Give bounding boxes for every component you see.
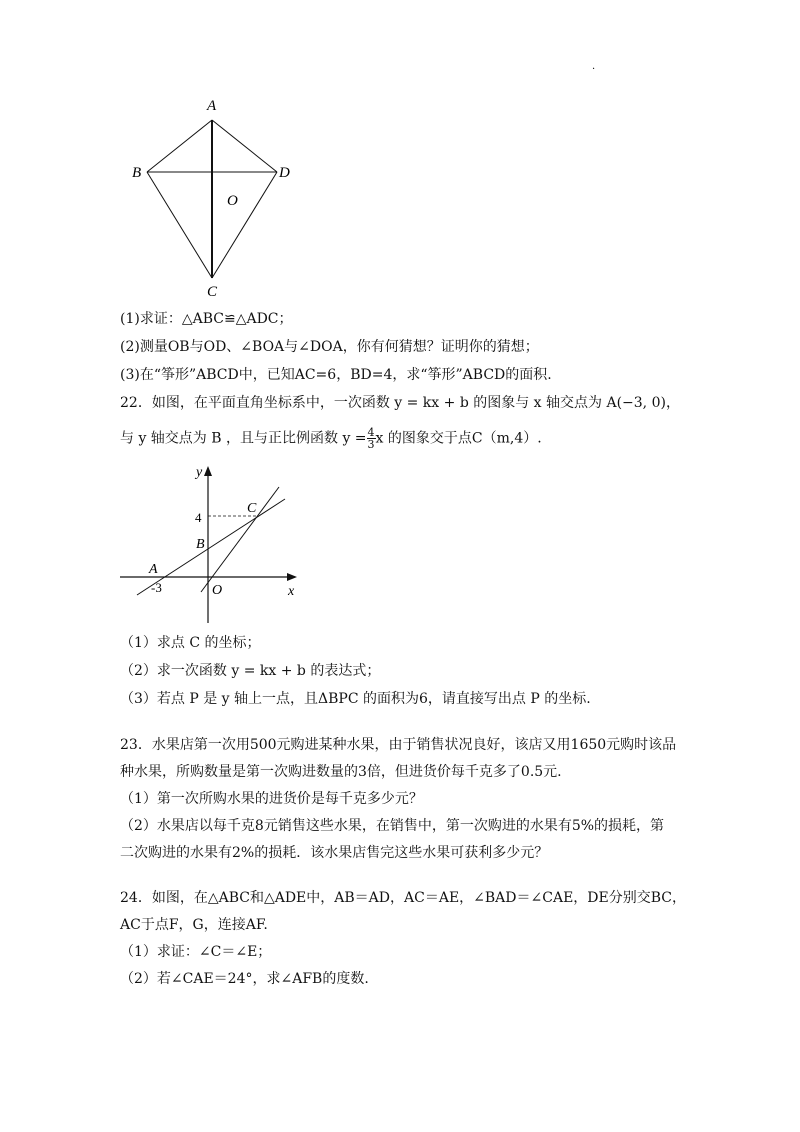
kite-label-c: C: [207, 284, 218, 300]
q24-line1: 24．如图，在△ABC和△ADE中，AB＝AD，AC＝AE，∠BAD＝∠CAE，DE分别交BC，: [120, 890, 686, 906]
graph-label-b: B: [196, 537, 205, 552]
graph-label-neg3: -3: [151, 580, 162, 595]
q22-line1: 22．如图，在平面直角坐标系中，一次函数 y = kx + b 的图象与 x 轴交点为 A(−3, 0)，: [120, 395, 680, 411]
q22-part1: （1）求点 C 的坐标；: [120, 635, 261, 651]
q24-part1: （1）求证：∠C＝∠E；: [120, 944, 272, 960]
q24-line2: AC于点F，G，连接AF.: [120, 917, 268, 933]
graph-label-c: C: [247, 501, 257, 516]
q22-fraction-den: 3: [367, 438, 375, 451]
q21-part1: (1)求证：△ABC≌△ADC；: [120, 311, 293, 327]
q23-line2: 种水果，所购数量是第一次购进数量的3倍，但进货价每千克多了0.5元.: [120, 764, 562, 780]
graph-label-o: O: [212, 583, 223, 598]
q21-part3: (3)在“筝形”ABCD中，已知AC=6，BD=4，求“筝形”ABCD的面积.: [120, 367, 552, 383]
q23-part1: （1）第一次所购水果的进货价是每千克多少元？: [120, 791, 423, 807]
q22-part3: （3）若点 P 是 y 轴上一点，且ΔBPC 的面积为6，请直接写出点 P 的坐标.: [120, 691, 591, 707]
kite-label-o: O: [227, 193, 238, 209]
kite-label-d: D: [279, 165, 290, 181]
q21-part2: (2)测量OB与OD、∠BOA与∠DOA，你有何猜想？证明你的猜想；: [120, 339, 539, 355]
kite-edge-dc: [212, 172, 277, 278]
kite-edge-bc: [147, 172, 212, 278]
graph-label-a: A: [149, 562, 158, 577]
q23-part2-line1: （2）水果店以每千克8元销售这些水果，在销售中，第一次购进的水果有5%的损耗，第: [120, 818, 665, 834]
q22-fraction-num: 4: [367, 426, 375, 439]
q22-part2: （2）求一次函数 y = kx + b 的表达式；: [120, 663, 381, 679]
q22-line2: [120, 427, 542, 450]
page-dot: ·: [592, 64, 596, 75]
q22-line2-pre: 与 y 轴交点为 B ，且与正比例函数 y =: [120, 430, 367, 447]
q22-line2-post: x 的图象交于点C（m,4）.: [375, 430, 542, 447]
q23-part2-line2: 二次购进的水果有2%的损耗．该水果店售完这些水果可获利多少元？: [120, 845, 549, 861]
graph-label-y: y: [196, 465, 203, 480]
q23-line1: 23．水果店第一次用500元购进某种水果，由于销售状况良好，该店又用1650元购时该品: [120, 737, 677, 753]
graph-label-x: x: [288, 584, 295, 599]
y-axis-arrow: [204, 466, 212, 476]
proportional-function-line: [201, 487, 279, 592]
kite-label-b: B: [132, 165, 142, 181]
kite-edge-ab: [147, 120, 212, 172]
x-axis-arrow: [287, 573, 297, 581]
kite-label-a: A: [207, 98, 217, 114]
q22-fraction: [367, 427, 376, 450]
q24-part2: （2）若∠CAE＝24°，求∠AFB的度数.: [120, 971, 369, 987]
kite-figure: [125, 92, 305, 302]
graph-label-4: 4: [195, 510, 202, 525]
kite-edge-ad: [212, 120, 277, 172]
q22-graph: [115, 458, 315, 628]
